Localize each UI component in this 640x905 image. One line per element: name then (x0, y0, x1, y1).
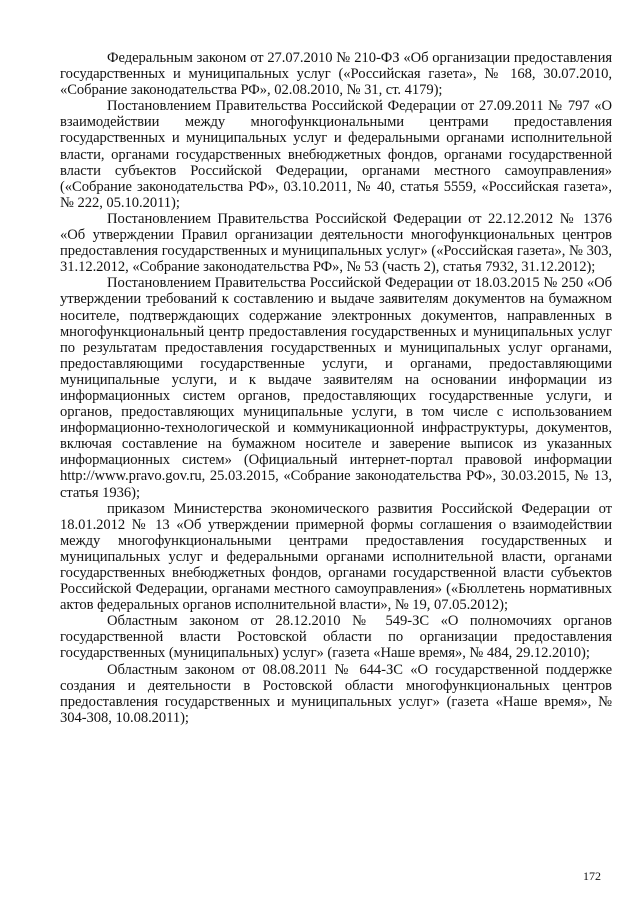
paragraph-resolution-797: Постановлением Правительства Российской Федерации от 27.09.2011 № 797 «О взаимодействии между многофункциональными центрами предоставления государственных и муниципальных услуг и федеральными органами исполнительной власти, органами государственных внебюджетных фондов, органами государственной власти субъектов Российской Федерации, органами местного самоуправления» («Собрание законодательства РФ», 03.10.2011, № 40, статья 5559, «Российская газета», № 222, 05.10.2011); (60, 98, 612, 211)
page-number: 172 (583, 869, 601, 883)
paragraph-order-13: приказом Министерства экономического развития Российской Федерации от 18.01.2012 № 13 «Об утверждении примерной формы соглашения о взаимодействии между многофункциональными центрами предоставления государственных и муниципальных услуг и федеральными органами исполнительной власти, органами государственных внебюджетных фондов, органами государственной власти субъектов Российской Федерации, органами местного самоуправления» («Бюллетень нормативных актов федеральных органов исполнительной власти», № 19, 07.05.2012); (60, 500, 612, 614)
document-body (60, 50, 612, 726)
paragraph-federal-law-210: Федеральным законом от 27.07.2010 № 210-ФЗ «Об организации предоставления государственных и муниципальных услуг («Российская газета», № 168, 30.07.2010, «Собрание законодательства РФ», 02.08.2010, № 31, ст. 4179); (60, 50, 612, 99)
paragraph-regional-law-644: Областным законом от 08.08.2011 № 644-ЗС «О государственной поддержке создания и деятельности в Ростовской области многофункциональных центров предоставления государственных и муниципальных услуг» (газета «Наше время», № 304-308, 10.08.2011); (60, 661, 612, 726)
paragraph-regional-law-549: Областным законом от 28.12.2010 № 549-ЗС «О полномочиях органов государственной власти Ростовской области по организации предоставления государственных (муниципальных) услуг» (газета «Наше время», № 484, 29.12.2010); (60, 613, 612, 662)
paragraph-resolution-1376: Постановлением Правительства Российской Федерации от 22.12.2012 № 1376 «Об утверждении Правил организации деятельности многофункциональных центров предоставления государственных и муниципальных услуг» («Российская газета», № 303, 31.12.2012, «Собрание законодательства РФ», № 53 (часть 2), статья 7932, 31.12.2012); (60, 210, 612, 276)
paragraph-resolution-250: Постановлением Правительства Российской Федерации от 18.03.2015 № 250 «Об утверждении требований к составлению и выдаче заявителям документов на бумажном носителе, подтверждающих содержание электронных документов, направленных в многофункциональный центр предоставления государственных и муниципальных услуг по результатам предоставления государственных и муниципальных услуг органами, предоставляющими государственные услуги, и органами, предоставляющими муниципальные услуги, и к выдаче заявителям на основании информации из информационных систем органов, предоставляющих государственные услуги, и органов, предоставляющих муниципальные услуги, в том числе с использованием информационно-технологической и коммуникационной инфраструктуры, документов, включая составление на бумажном носителе и заверение выписок из указанных информационных систем» (Официальный интернет-портал правовой информации http://www.pravo.gov.ru, 25.03.2015, «Собрание законодательства РФ», 30.03.2015, № 13, статья 1936); (60, 275, 612, 501)
